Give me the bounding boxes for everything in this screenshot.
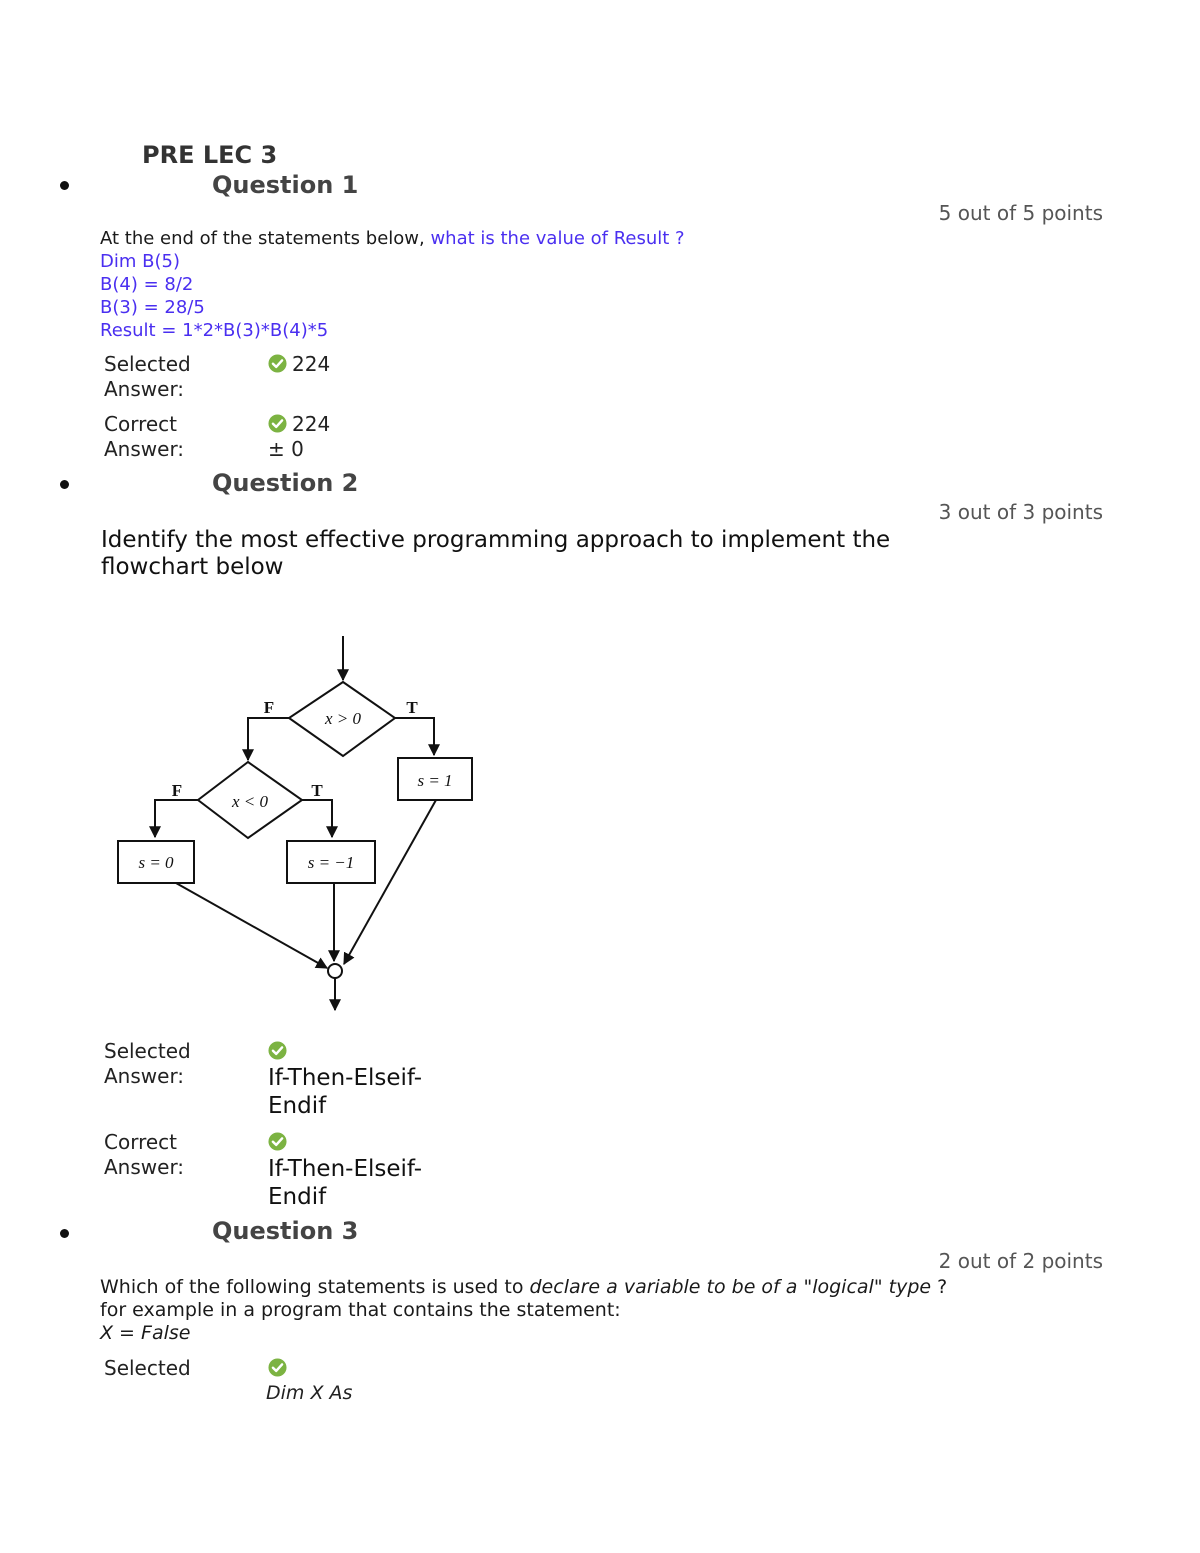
- selected-answer-value: [266, 1356, 352, 1406]
- label-line: Selected: [104, 1356, 191, 1380]
- answer-text: If-Then-Elseif-: [268, 1156, 423, 1182]
- box-label: s = 1: [417, 771, 453, 790]
- code-line: Result = 1*2*B(3)*B(4)*5: [100, 320, 329, 341]
- list-bullet: [60, 480, 69, 489]
- branch-label: T: [311, 781, 323, 800]
- prompt-emphasis: logical: [812, 1276, 874, 1298]
- label-line: Answer:: [104, 377, 185, 401]
- answer-tolerance: ± 0: [268, 437, 304, 461]
- selected-answer-label: [104, 1039, 234, 1089]
- question-3-title: Question 3: [212, 1217, 359, 1245]
- correct-answer-label: [104, 412, 234, 462]
- label-line: Correct: [104, 412, 177, 436]
- answer-text: Endif: [268, 1184, 327, 1210]
- page-title: PRE LEC 3: [142, 141, 278, 169]
- question-1-title: Question 1: [212, 171, 359, 199]
- check-circle-icon: [268, 354, 287, 373]
- prompt-emphasis: declare a variable to be of a ": [529, 1276, 813, 1298]
- check-circle-icon: [268, 1358, 287, 1377]
- prompt-text: At the end of the statements below,: [100, 228, 431, 249]
- selected-answer-value: [268, 1039, 468, 1120]
- question-3-points: 2 out of 2 points: [938, 1249, 1103, 1273]
- code-line: B(3) = 28/5: [100, 297, 205, 318]
- branch-label: F: [263, 698, 275, 717]
- prompt-highlight: what is the value of Result ?: [430, 228, 685, 249]
- correct-answer-value: [268, 412, 330, 462]
- question-1-prompt: [100, 227, 685, 250]
- label-line: Selected: [104, 352, 191, 376]
- check-circle-icon: [268, 1132, 287, 1151]
- flow-arrow: [176, 883, 327, 968]
- prompt-text: Which of the following statements is used to: [100, 1276, 530, 1298]
- condition-label: x < 0: [231, 792, 269, 811]
- flow-arrow: [155, 800, 198, 837]
- selected-answer-label: [104, 352, 234, 402]
- question-2-title: Question 2: [212, 469, 359, 497]
- answer-text: Endif: [268, 1093, 327, 1119]
- selected-answer-value: [268, 352, 330, 377]
- correct-answer-value: [268, 1130, 468, 1211]
- flow-arrow: [302, 800, 332, 837]
- list-bullet: [60, 1229, 69, 1238]
- box-label: s = 0: [138, 853, 174, 872]
- prompt-emphasis: " type: [873, 1276, 932, 1298]
- question-2-prompt: Identify the most effective programming approach to implement the flowchart below: [101, 527, 891, 580]
- prompt-code: X = False: [100, 1322, 191, 1344]
- question-1-points: 5 out of 5 points: [938, 201, 1103, 225]
- answer-text: Dim X As: [266, 1382, 353, 1404]
- flow-arrow: [248, 718, 289, 760]
- flowchart-image: [110, 630, 490, 1020]
- merge-connector: [328, 964, 342, 978]
- list-bullet: [60, 181, 69, 190]
- label-line: Answer:: [104, 1064, 185, 1088]
- question-2-points: 3 out of 3 points: [938, 500, 1103, 524]
- label-line: Correct: [104, 1130, 177, 1154]
- check-circle-icon: [268, 414, 287, 433]
- answer-text: 224: [292, 412, 331, 436]
- label-line: Selected: [104, 1039, 191, 1063]
- flow-arrow: [395, 718, 434, 755]
- branch-label: F: [171, 781, 183, 800]
- question-3-prompt: [100, 1276, 947, 1299]
- box-label: s = −1: [307, 853, 355, 872]
- branch-label: T: [406, 698, 418, 717]
- code-line: Dim B(5): [100, 251, 180, 272]
- condition-label: x > 0: [324, 709, 362, 728]
- label-line: Answer:: [104, 1155, 185, 1179]
- prompt-text: ?: [931, 1276, 948, 1298]
- code-line: B(4) = 8/2: [100, 274, 194, 295]
- label-line: Answer:: [104, 437, 185, 461]
- check-circle-icon: [268, 1041, 287, 1060]
- selected-answer-label: [104, 1356, 234, 1381]
- prompt-line: for example in a program that contains the statement:: [100, 1299, 621, 1321]
- answer-text: 224: [292, 352, 331, 376]
- answer-text: If-Then-Elseif-: [268, 1065, 423, 1091]
- correct-answer-label: [104, 1130, 234, 1180]
